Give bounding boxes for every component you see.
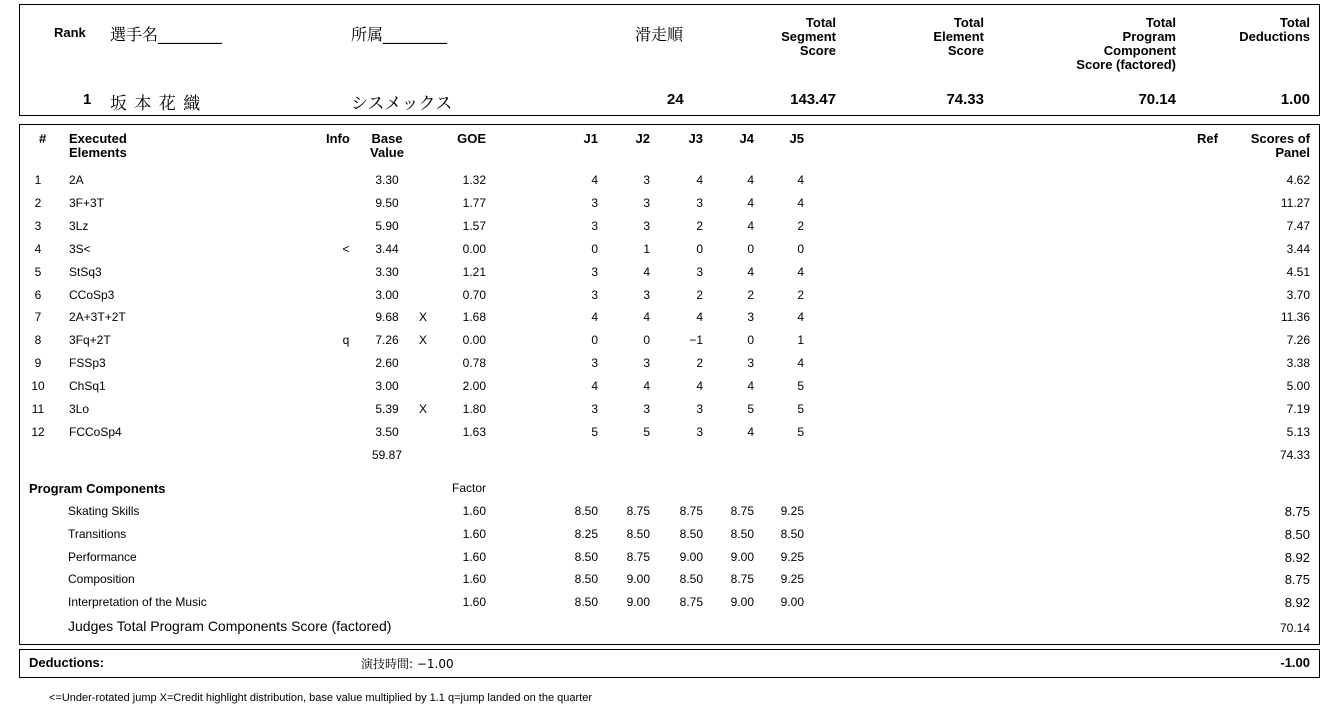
element-judge-2: 3 bbox=[643, 173, 650, 187]
element-judge-5: 5 bbox=[797, 402, 804, 416]
element-judge-4: 0 bbox=[747, 241, 754, 256]
element-judge-1: 4 bbox=[591, 173, 598, 187]
deductions-box bbox=[19, 649, 1320, 678]
element-judge-4: 3 bbox=[747, 356, 754, 371]
element-name: 2A bbox=[69, 173, 84, 187]
legend-footnote: <=Under-rotated jump X=Credit highlight distribution, base value multiplied by 1.1 q=jump landed on the quarter bbox=[49, 692, 592, 704]
element-judge-5: 4 bbox=[797, 195, 804, 210]
element-name: 3Lz bbox=[69, 218, 89, 233]
skater-tss: 143.47 bbox=[790, 91, 836, 108]
component-judge-1: 8.50 bbox=[574, 504, 598, 518]
elements-total-score: 74.33 bbox=[1279, 448, 1310, 462]
element-base-value: 9.68 bbox=[375, 310, 399, 325]
component-score: 8.50 bbox=[1284, 526, 1310, 542]
element-number: 2 bbox=[34, 195, 42, 210]
element-judge-5: 4 bbox=[797, 356, 804, 371]
skater-deductions: 1.00 bbox=[1280, 91, 1310, 108]
element-number: 7 bbox=[34, 310, 42, 325]
element-judge-4: 4 bbox=[747, 264, 754, 279]
component-judge-5: 8.50 bbox=[780, 526, 804, 541]
element-number: 6 bbox=[34, 287, 42, 302]
component-judge-3: 8.50 bbox=[679, 572, 703, 587]
pc-total-label: Judges Total Program Components Score (factored) bbox=[68, 618, 392, 634]
element-number: 4 bbox=[34, 241, 42, 256]
element-name: ChSq1 bbox=[69, 379, 106, 394]
component-judge-4: 8.75 bbox=[730, 504, 754, 518]
element-score: 3.70 bbox=[1286, 287, 1310, 302]
col-ref-header: Ref bbox=[1197, 131, 1218, 146]
component-judge-1: 8.50 bbox=[574, 572, 598, 587]
element-judge-3: 2 bbox=[696, 218, 703, 233]
element-judge-2: 0 bbox=[643, 333, 650, 348]
component-judge-2: 9.00 bbox=[626, 595, 650, 610]
element-judge-4: 4 bbox=[747, 195, 754, 210]
element-info: q bbox=[342, 333, 350, 348]
element-judge-3: 4 bbox=[696, 310, 703, 325]
element-number: 5 bbox=[34, 264, 42, 279]
element-name: StSq3 bbox=[69, 264, 102, 279]
deductions-label: Total Deductions bbox=[1239, 15, 1310, 44]
tss-label: Total Segment Score bbox=[781, 15, 836, 58]
component-judge-5: 9.00 bbox=[780, 595, 804, 610]
element-name: 3F+3T bbox=[69, 195, 105, 210]
element-goe: 1.80 bbox=[462, 402, 486, 416]
rank-label: Rank bbox=[54, 25, 86, 40]
element-name: FCCoSp4 bbox=[69, 424, 122, 439]
component-score: 8.75 bbox=[1284, 572, 1310, 588]
element-judge-1: 4 bbox=[591, 379, 598, 394]
component-score: 8.92 bbox=[1284, 549, 1310, 565]
element-score: 11.36 bbox=[1280, 310, 1310, 325]
component-factor: 1.60 bbox=[462, 549, 486, 564]
element-judge-2: 3 bbox=[643, 402, 650, 416]
component-judge-2: 9.00 bbox=[626, 572, 650, 587]
element-judge-2: 3 bbox=[643, 287, 650, 302]
element-judge-3: 3 bbox=[696, 264, 703, 279]
component-judge-1: 8.50 bbox=[574, 549, 598, 564]
element-number: 11 bbox=[31, 402, 45, 416]
element-judge-5: 2 bbox=[797, 218, 804, 233]
element-judge-1: 3 bbox=[591, 356, 598, 371]
col-goe-header: GOE bbox=[457, 131, 486, 146]
element-base-value: 2.60 bbox=[375, 356, 399, 371]
component-judge-4: 9.00 bbox=[730, 595, 754, 610]
col-j1-header: J1 bbox=[583, 131, 598, 146]
col-j2-header: J2 bbox=[635, 131, 650, 146]
element-name: 2A+3T+2T bbox=[69, 310, 126, 325]
component-judge-1: 8.50 bbox=[574, 595, 598, 610]
element-score: 7.26 bbox=[1286, 333, 1310, 348]
element-judge-4: 0 bbox=[747, 333, 754, 348]
element-judge-1: 3 bbox=[591, 287, 598, 302]
element-name: 3S< bbox=[69, 241, 91, 256]
element-judge-4: 4 bbox=[747, 218, 754, 233]
name-label: 選手名________ bbox=[110, 25, 223, 44]
element-name: CCoSp3 bbox=[69, 287, 115, 302]
component-judge-5: 9.25 bbox=[780, 549, 804, 564]
element-judge-2: 4 bbox=[643, 379, 650, 394]
factor-label: Factor bbox=[451, 481, 486, 495]
component-name: Composition bbox=[68, 572, 135, 587]
element-score: 7.47 bbox=[1286, 218, 1310, 233]
element-judge-1: 0 bbox=[591, 333, 598, 348]
element-goe: 0.00 bbox=[462, 241, 486, 256]
element-base-value: 9.50 bbox=[375, 195, 399, 210]
skater-start-number: 24 bbox=[667, 91, 684, 108]
element-goe: 0.78 bbox=[462, 356, 486, 371]
deductions-detail: 演技時間: −1.00 bbox=[361, 657, 454, 671]
club-label: 所属________ bbox=[351, 25, 448, 44]
element-judge-1: 3 bbox=[591, 402, 598, 416]
element-judge-3: 3 bbox=[696, 424, 703, 439]
col-j4-header: J4 bbox=[739, 131, 754, 146]
component-judge-4: 9.00 bbox=[730, 549, 754, 564]
element-goe: 1.63 bbox=[462, 424, 486, 439]
skater-pcs: 70.14 bbox=[1138, 91, 1176, 108]
element-judge-4: 2 bbox=[747, 287, 754, 302]
element-judge-1: 3 bbox=[591, 218, 598, 233]
element-base-value: 3.00 bbox=[375, 287, 399, 302]
element-judge-2: 5 bbox=[643, 424, 650, 439]
component-judge-3: 8.75 bbox=[679, 595, 703, 610]
element-judge-3: 0 bbox=[696, 241, 703, 256]
component-judge-5: 9.25 bbox=[780, 572, 804, 587]
element-base-value: 3.00 bbox=[375, 379, 399, 394]
element-name: FSSp3 bbox=[69, 356, 106, 371]
element-judge-1: 4 bbox=[591, 310, 598, 325]
element-judge-5: 4 bbox=[797, 310, 804, 325]
element-base-value: 5.39 bbox=[375, 402, 399, 416]
element-goe: 2.00 bbox=[462, 379, 486, 394]
element-base-value: 3.30 bbox=[375, 173, 399, 187]
element-judge-5: 5 bbox=[797, 424, 804, 439]
element-judge-3: 4 bbox=[696, 379, 703, 394]
component-judge-1: 8.25 bbox=[574, 526, 598, 541]
deductions-total: -1.00 bbox=[1280, 655, 1310, 670]
element-score: 7.19 bbox=[1286, 402, 1310, 416]
skater-rank: 1 bbox=[83, 91, 92, 108]
element-score: 3.44 bbox=[1286, 241, 1310, 256]
skater-tes: 74.33 bbox=[946, 91, 984, 108]
component-name: Skating Skills bbox=[68, 504, 140, 518]
component-factor: 1.60 bbox=[462, 526, 486, 541]
component-factor: 1.60 bbox=[462, 572, 486, 587]
element-bonus-mark: X bbox=[418, 402, 427, 416]
element-score: 5.00 bbox=[1286, 379, 1310, 394]
element-base-value: 3.50 bbox=[375, 424, 399, 439]
component-factor: 1.60 bbox=[462, 595, 486, 610]
element-judge-4: 4 bbox=[747, 379, 754, 394]
element-goe: 1.57 bbox=[462, 218, 486, 233]
element-judge-5: 4 bbox=[797, 264, 804, 279]
element-number: 1 bbox=[34, 173, 42, 187]
element-name: 3Lo bbox=[69, 402, 90, 416]
element-score: 4.62 bbox=[1286, 173, 1310, 187]
element-number: 10 bbox=[31, 379, 45, 394]
element-judge-4: 4 bbox=[747, 424, 754, 439]
skater-name: 坂 本 花 織 bbox=[110, 94, 202, 114]
component-judge-2: 8.75 bbox=[626, 549, 650, 564]
element-bonus-mark: X bbox=[418, 310, 427, 325]
element-score: 5.13 bbox=[1286, 424, 1310, 439]
element-goe: 1.68 bbox=[462, 310, 486, 325]
element-judge-5: 5 bbox=[797, 379, 804, 394]
component-score: 8.75 bbox=[1284, 504, 1310, 519]
element-judge-5: 4 bbox=[797, 173, 804, 187]
element-goe: 1.32 bbox=[462, 173, 486, 187]
element-judge-2: 3 bbox=[643, 218, 650, 233]
element-judge-2: 3 bbox=[643, 195, 650, 210]
col-info-header: Info bbox=[326, 131, 350, 146]
component-judge-4: 8.50 bbox=[730, 526, 754, 541]
element-number: 3 bbox=[34, 218, 42, 233]
component-judge-2: 8.50 bbox=[626, 526, 650, 541]
element-bonus-mark: X bbox=[418, 333, 427, 348]
element-judge-1: 5 bbox=[591, 424, 598, 439]
component-judge-3: 8.75 bbox=[679, 504, 703, 518]
element-judge-3: −1 bbox=[689, 333, 703, 348]
element-base-value: 7.26 bbox=[375, 333, 399, 348]
element-judge-1: 3 bbox=[591, 264, 598, 279]
skater-club: シスメックス bbox=[351, 94, 453, 114]
pc-total: 70.14 bbox=[1279, 621, 1310, 635]
component-name: Interpretation of the Music bbox=[68, 595, 207, 610]
element-judge-5: 0 bbox=[797, 241, 804, 256]
element-score: 11.27 bbox=[1280, 195, 1310, 210]
element-judge-2: 3 bbox=[643, 356, 650, 371]
col-panel-header: Scores of Panel bbox=[1250, 131, 1310, 160]
element-judge-1: 0 bbox=[591, 241, 598, 256]
element-judge-3: 4 bbox=[696, 173, 703, 187]
element-judge-2: 4 bbox=[643, 264, 650, 279]
program-components-label: Program Components bbox=[29, 481, 166, 496]
component-judge-3: 8.50 bbox=[679, 526, 703, 541]
element-number: 9 bbox=[34, 356, 42, 371]
element-judge-5: 2 bbox=[797, 287, 804, 302]
element-judge-2: 4 bbox=[643, 310, 650, 325]
component-score: 8.92 bbox=[1284, 595, 1310, 611]
element-base-value: 5.90 bbox=[375, 218, 399, 233]
element-judge-5: 1 bbox=[797, 333, 804, 348]
element-goe: 1.77 bbox=[462, 195, 486, 210]
col-j5-header: J5 bbox=[789, 131, 804, 146]
element-name: 3Fq+2T bbox=[69, 333, 111, 348]
element-score: 4.51 bbox=[1286, 264, 1310, 279]
element-number: 8 bbox=[34, 333, 42, 348]
element-judge-3: 2 bbox=[696, 287, 703, 302]
component-judge-5: 9.25 bbox=[780, 504, 804, 518]
col-base-header: Base Value bbox=[370, 131, 404, 160]
element-score: 3.38 bbox=[1286, 356, 1310, 371]
col-j3-header: J3 bbox=[688, 131, 703, 146]
component-name: Transitions bbox=[68, 526, 127, 541]
pcs-label: Total Program Component Score (factored) bbox=[1076, 15, 1176, 72]
component-judge-4: 8.75 bbox=[730, 572, 754, 587]
component-factor: 1.60 bbox=[462, 504, 486, 518]
element-judge-3: 3 bbox=[696, 402, 703, 416]
element-number: 12 bbox=[31, 424, 45, 439]
element-judge-3: 2 bbox=[696, 356, 703, 371]
tes-label: Total Element Score bbox=[933, 15, 984, 58]
component-judge-2: 8.75 bbox=[626, 504, 650, 518]
element-judge-4: 5 bbox=[747, 402, 754, 416]
element-info: < bbox=[342, 241, 350, 256]
element-judge-3: 3 bbox=[696, 195, 703, 210]
element-goe: 0.00 bbox=[462, 333, 486, 348]
col-num-header: # bbox=[39, 131, 47, 146]
elements-total-base: 59.87 bbox=[371, 448, 403, 462]
element-goe: 1.21 bbox=[462, 264, 486, 279]
element-judge-4: 3 bbox=[747, 310, 754, 325]
col-executed-header: Executed Elements bbox=[69, 131, 127, 160]
element-judge-4: 4 bbox=[747, 173, 754, 187]
component-name: Performance bbox=[68, 549, 137, 564]
element-base-value: 3.44 bbox=[375, 241, 399, 256]
element-base-value: 3.30 bbox=[375, 264, 399, 279]
start-order-label: 滑走順 bbox=[635, 25, 684, 44]
element-judge-2: 1 bbox=[643, 241, 650, 256]
component-judge-3: 9.00 bbox=[679, 549, 703, 564]
element-judge-1: 3 bbox=[591, 195, 598, 210]
deductions-row-label: Deductions: bbox=[29, 655, 105, 670]
element-goe: 0.70 bbox=[462, 287, 486, 302]
